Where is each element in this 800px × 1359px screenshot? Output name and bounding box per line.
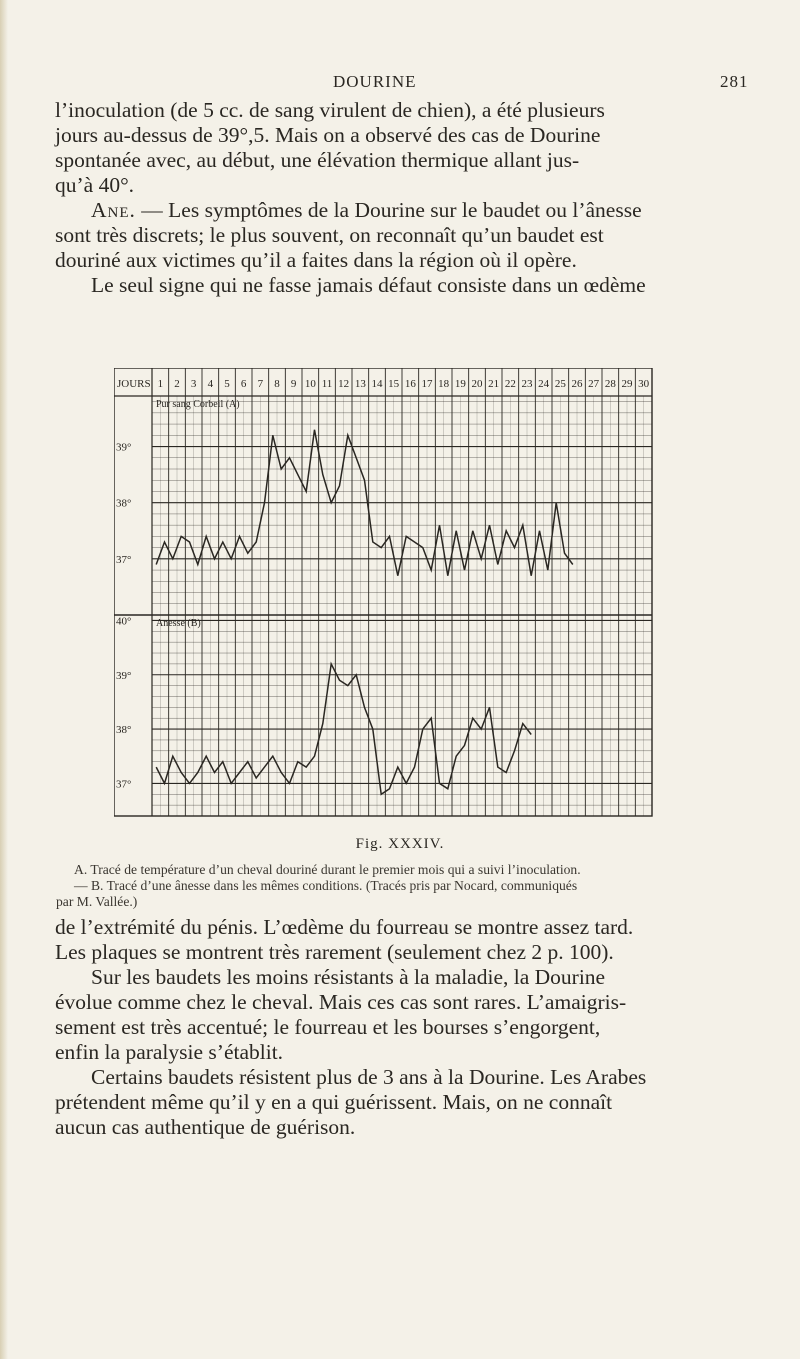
temperature-tick-label: 37° [116, 778, 132, 791]
day-tick-label: 22 [504, 378, 516, 390]
text-line: — Les symptômes de la Dourine sur le baudet ou l’ânesse [135, 198, 642, 222]
day-tick-label: 14 [371, 378, 383, 390]
chart-grid [114, 368, 652, 816]
page-edge-shadow [0, 0, 8, 1359]
caption-line: par M. Vallée.) [56, 894, 138, 909]
bottom-paragraph [55, 915, 760, 1140]
day-tick-label: 29 [621, 378, 633, 390]
temperature-tick-label: 37° [116, 553, 132, 566]
day-tick-label: 19 [454, 378, 466, 390]
day-tick-label: 12 [338, 378, 350, 390]
text-line: jours au-dessus de 39°,5. Mais on a observé des cas de Dourine [55, 123, 601, 147]
caption-line: — B. Tracé d’une ânesse dans les mêmes conditions. (Tracés pris par Nocard, communiqués [74, 878, 578, 893]
day-tick-label: 13 [354, 378, 366, 390]
temperature-tick-label: 38° [116, 497, 132, 510]
day-tick-label: 10 [304, 378, 316, 390]
text-line: Certains baudets résistent plus de 3 ans à la Dourine. Les Arabes [91, 1065, 647, 1089]
temperature-tick-label: 38° [116, 724, 132, 737]
day-tick-label: 5 [224, 378, 230, 390]
temperature-tick-label: 39° [116, 669, 132, 682]
text-line: sont très discrets; le plus souvent, on reconnaît qu’un baudet est [55, 223, 604, 247]
text-line: évolue comme chez le cheval. Mais ces cas sont rares. L’amaigris- [55, 990, 627, 1014]
temperature-tick-label: 39° [116, 441, 132, 454]
day-tick-label: 16 [404, 378, 416, 390]
running-head [0, 72, 800, 96]
day-tick-label: 23 [521, 378, 533, 390]
day-tick-label: 9 [290, 378, 297, 390]
text-line: Le seul signe qui ne fasse jamais défaut consiste dans un œdème [91, 273, 646, 297]
text-line: douriné aux victimes qu’il a faites dans la région où il opère. [55, 248, 577, 272]
text-line: l’inoculation (de 5 cc. de sang virulent de chien), a été plusieurs [55, 98, 605, 122]
day-tick-label: 1 [157, 378, 164, 390]
day-tick-label: 18 [438, 378, 450, 390]
temperature-tick-label: 40° [116, 615, 132, 628]
day-tick-label: 28 [604, 378, 616, 390]
text-line: qu’à 40°. [55, 173, 135, 197]
temperature-chart-svg [114, 368, 670, 818]
panel-b-label: Anesse (B) [156, 618, 201, 629]
figure-title: Fig. XXXIV. [355, 836, 445, 852]
text-line: spontanée avec, au début, une élévation thermique allant jus- [55, 148, 580, 172]
day-tick-label: 30 [638, 378, 650, 390]
day-tick-label: 8 [274, 378, 280, 390]
day-tick-label: 24 [538, 378, 550, 390]
day-header-label: JOURS [117, 378, 151, 390]
text-line: aucun cas authentique de guérison. [55, 1115, 356, 1139]
running-title: DOURINE [333, 72, 417, 91]
figure-caption [56, 862, 760, 910]
day-tick-label: 21 [488, 378, 500, 390]
day-tick-label: 11 [321, 378, 333, 390]
day-tick-label: 6 [240, 378, 247, 390]
day-tick-label: 20 [471, 378, 483, 390]
day-tick-label: 25 [554, 378, 566, 390]
text-line: Sur les baudets les moins résistants à la maladie, la Dourine [91, 965, 606, 989]
temperature-chart [114, 368, 670, 818]
caption-line: A. Tracé de température d’un cheval douriné durant le premier mois qui a suivi l’inoculation. [74, 862, 581, 877]
top-paragraph [55, 98, 760, 298]
day-tick-label: 2 [174, 378, 180, 390]
text-line: sement est très accentué; le fourreau et les bourses s’engorgent, [55, 1015, 601, 1039]
day-tick-label: 27 [588, 378, 600, 390]
ane-paragraph-first-line [55, 198, 760, 223]
text-line: enfin la paralysie s’établit. [55, 1040, 284, 1064]
day-tick-label: 15 [388, 378, 400, 390]
panel-a-label: Pur sang Corbeil (A) [156, 399, 240, 410]
text-line: de l’extrémité du pénis. L’œdème du fourreau se montre assez tard. [55, 915, 634, 939]
day-tick-label: 26 [571, 378, 583, 390]
day-tick-label: 7 [257, 378, 264, 390]
text-line: prétendent même qu’il y en a qui guérissent. Mais, on ne connaît [55, 1090, 613, 1114]
day-tick-label: 3 [190, 378, 197, 390]
page-number: 281 [720, 72, 749, 91]
day-tick-label: 4 [207, 378, 214, 390]
text-line: Les plaques se montrent très rarement (seulement chez 2 p. 100). [55, 940, 614, 964]
ane-heading: Ane. [91, 198, 136, 222]
day-tick-label: 17 [421, 378, 433, 390]
